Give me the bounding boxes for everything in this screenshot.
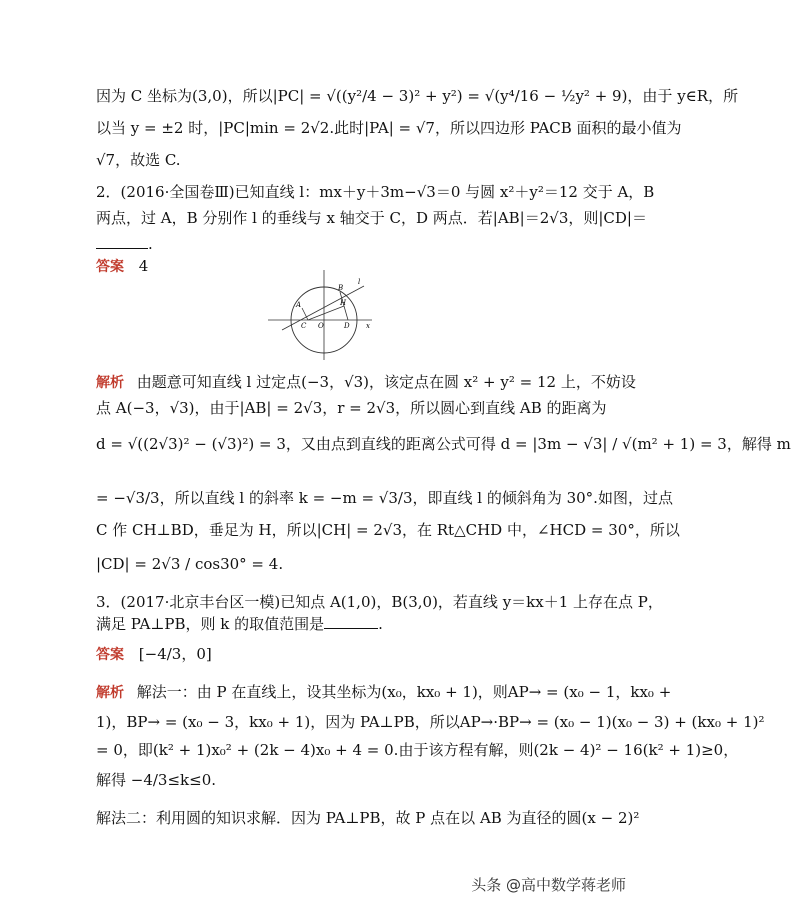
problem-3-line-1: 3．(2017·北京丰台区一模)已知点 A(1,0)，B(3,0)，若直线 y＝kx＋1 上存在点 P， bbox=[96, 593, 663, 611]
problem-2-answer bbox=[96, 256, 148, 277]
problem-3-line-2: 满足 PA⊥PB，则 k 的取值范围是 . bbox=[96, 615, 383, 633]
answer-blank bbox=[324, 614, 378, 629]
solution-3-line-3: = 0，即(k² + 1)x₀² + (2k − 4)x₀ + 4 = 0.由于该方程有解，则(2k − 4)² − 16(k² + 1)≥0， bbox=[96, 741, 739, 759]
label-b: B bbox=[338, 284, 344, 292]
circle-figure bbox=[268, 270, 374, 360]
segment-ac bbox=[302, 308, 308, 320]
problem-2-line-1: 2．(2016·全国卷Ⅲ)已知直线 l：mx＋y＋3m−√3＝0 与圆 x²＋y²＝12 交于 A，B bbox=[96, 183, 655, 201]
solution-3-line-1: 解析 解法一：由 P 在直线上，设其坐标为(x₀，kx₀ + 1)，则AP→ = (x₀ − 1，kx₀ + bbox=[96, 683, 672, 701]
answer-blank bbox=[96, 234, 148, 249]
text-line-3: √7，故选 C. bbox=[96, 151, 181, 169]
solution-label: 解析 bbox=[96, 375, 124, 391]
problem-2-line-2: 两点，过 A，B 分别作 l 的垂线与 x 轴交于 C，D 两点．若|AB|＝2√3，则|CD|＝ bbox=[96, 209, 647, 227]
text-line-1: 因为 C 坐标为(3,0)，所以|PC| = √((y²/4 − 3)² + y²) = √(y⁴/16 − ½y² + 9)，由于 y∈R，所 bbox=[96, 87, 739, 105]
label-x: x bbox=[366, 322, 370, 330]
label-d: D bbox=[344, 322, 350, 330]
text-line-2: 以当 y = ±2 时，|PC|min = 2√2.此时|PA| = √7，所以四边形 PACB 面积的最小值为 bbox=[96, 119, 682, 137]
label-c: C bbox=[301, 322, 307, 330]
answer-value: [−4/3，0] bbox=[138, 645, 212, 663]
solution-2-line-4: = −√3/3，所以直线 l 的斜率 k = −m = √3/3，即直线 l 的倾斜角为 30°.如图，过点 bbox=[96, 489, 673, 507]
solution-2-line-2: 点 A(−3，√3)，由于|AB| = 2√3，r = 2√3，所以圆心到直线 AB 的距离为 bbox=[96, 399, 607, 417]
problem-2-answer-blank: . bbox=[96, 234, 153, 254]
solution-3-line-5: 解法二：利用圆的知识求解．因为 PA⊥PB，故 P 点在以 AB 为直径的圆(x − 2)² bbox=[96, 809, 640, 827]
solution-2-line-3: d = √((2√3)² − (√3)²) = 3，又由点到直线的距离公式可得 d = |3m − √3| / √(m² + 1) = 3，解得 m bbox=[96, 435, 791, 453]
watermark bbox=[471, 874, 626, 895]
solution-label: 解析 bbox=[96, 685, 124, 701]
watermark-text: 头条 @高中数学蒋老师 bbox=[471, 876, 626, 894]
solution-2-line-6: |CD| = 2√3 / cos30° = 4. bbox=[96, 555, 284, 573]
solution-3-line-4: 解得 −4/3≤k≤0. bbox=[96, 771, 217, 789]
solution-2-line-1: 解析 由题意可知直线 l 过定点(−3，√3)，该定点在圆 x² + y² = 12 上，不妨设 bbox=[96, 373, 636, 391]
solution-2-line-5: C 作 CH⊥BD，垂足为 H，所以|CH| = 2√3，在 Rt△CHD 中，∠HCD = 30°，所以 bbox=[96, 521, 680, 539]
label-a: A bbox=[296, 301, 302, 309]
label-h: H bbox=[340, 299, 347, 307]
solution-3-line-2: 1)，BP→ = (x₀ − 3，kx₀ + 1)，因为 PA⊥PB，所以AP→·BP→ = (x₀ − 1)(x₀ − 3) + (kx₀ + 1)² bbox=[96, 713, 765, 731]
answer-value: 4 bbox=[138, 257, 149, 275]
label-o: O bbox=[318, 322, 324, 330]
label-l: l bbox=[358, 278, 361, 286]
answer-label: 答案 bbox=[96, 259, 124, 275]
problem-3-answer bbox=[96, 644, 212, 665]
answer-label: 答案 bbox=[96, 647, 124, 663]
